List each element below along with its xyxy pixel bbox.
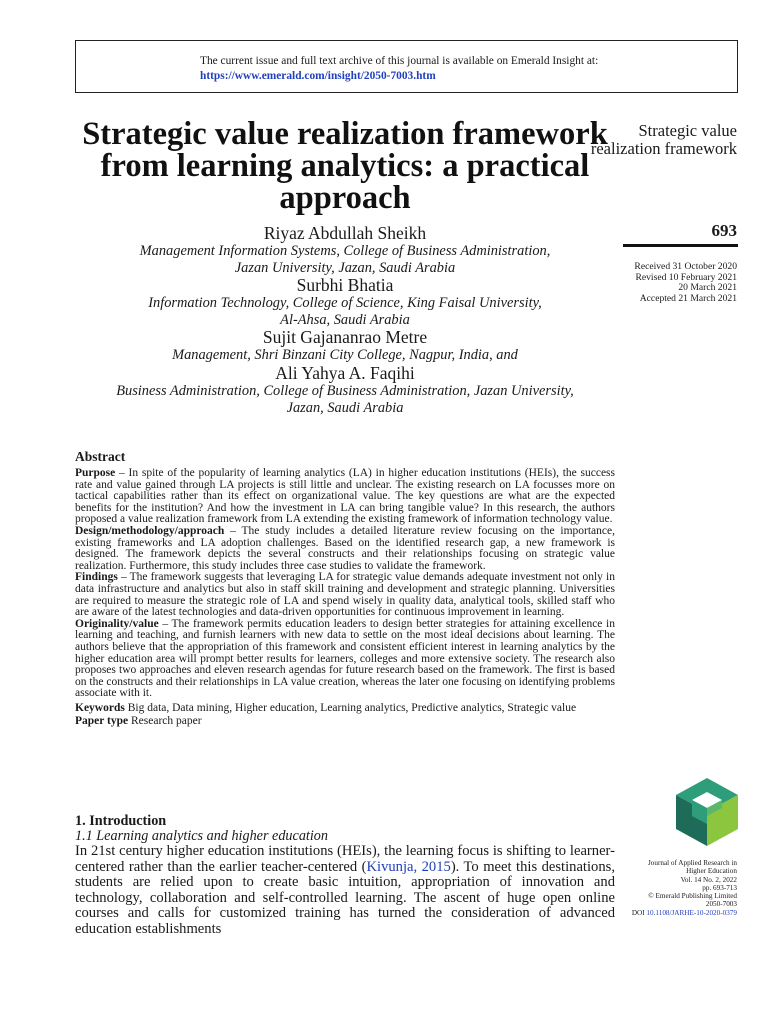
author-name: Ali Yahya A. Faqihi [275, 362, 415, 383]
author-name: Riyaz Abdullah Sheikh [263, 223, 427, 243]
publisher-logo-icon [676, 778, 738, 846]
purpose-text: – In spite of the popularity of learning analytics (LA) in higher education institutions (HEIs), the success rate and value gained through LA projects is still little and unclear. The existing research on LA focusses more on tactical capabilities rather than its effect on organizational value. The key questions are what are the expected benefits for the institution? And how the investment in LA can bring tangible value? In this research, the authors proposed a value realization framework from LA extending the existing framework of information technology value. [75, 467, 615, 526]
keywords-text: Big data, Data mining, Higher education, Learning analytics, Predictive analytics, Strategic value [124, 701, 577, 714]
paper-type-label: Paper type [75, 714, 129, 727]
revised-date-1: Revised 10 February 2021 [635, 271, 737, 283]
design-text: – The study includes a detailed literature review focusing on the importance, existing frameworks and LA adoption challenges. Based on the identified research gap, a new framework is designed. The framework depicts the several constructs and their relationships focusing on strategic value realization. Furthermore, this study includes three case studies to validate the framework. [75, 524, 615, 572]
intro-text: In 21st century higher education institutions (HEIs), the learning focus is shifting to learner-centered rather than the earlier teacher-centered ( [75, 843, 615, 875]
doi-line [587, 909, 737, 917]
author-affiliation: Management, Shri Binzani City College, Nagpur, India, and [172, 347, 518, 364]
abstract-heading: Abstract [75, 449, 126, 464]
design-label: Design/methodology/approach [75, 524, 225, 537]
author-affiliation: Jazan, Saudi Arabia [286, 399, 404, 416]
intro-text: ). To meet this destinations, students are relied upon to create basic intuition, appropriation of innovation and technology, collaboration and self-controlled learning. The ascent of huge open online courses and calls for customized training has turned the consideration of advanced education establishments [75, 858, 615, 937]
issn: 2050-7003 [705, 900, 737, 909]
journal-info [587, 859, 737, 917]
running-title: Strategic value realization framework [590, 121, 737, 158]
accepted-date: Accepted 21 March 2021 [639, 292, 737, 304]
author-affiliation: Al-Ahsa, Saudi Arabia [280, 311, 410, 328]
article-title: Strategic value realization framework from learning analytics: a practical approach [82, 116, 608, 216]
originality-text: – The framework permits education leaders to design better strategies for attaining excellence in learning and teaching, and furnish learners with new data to settle on the most ideal decisions about learning. The authors believe that the appropriation of this framework and consistent efficient interest in learning analytics by the higher education area will prompt better results for learners, colleges and more extensive society. The research also proposes two approaches and eleven research agendas for future research based on the framework. The first is based on the constructs and their relationships in LA value creation, whereas the later one focusing on identifying problems associate with it. [75, 617, 615, 700]
doi-label: DOI [631, 908, 647, 917]
journal-volume: Vol. 14 No. 2, 2022 [680, 875, 737, 884]
findings-text: – The framework suggests that leveraging LA for strategic value demands adequate investment not only in data infrastructure and analytics but also in staff skill training and development and strategic planning. Universities are required to measure the strategic role of LA and spend wisely in quality data, analytical tools, skilled staff who are aware of the latest technologies and data-driven opportunities for continuous improvement in learning. [75, 571, 615, 619]
journal-name: Journal of Applied Research in [647, 859, 737, 867]
abstract-purpose [75, 468, 615, 526]
keywords-label: Keywords [75, 701, 125, 714]
journal-pages: pp. 693-713 [702, 883, 737, 892]
originality-label: Originality/value [75, 617, 159, 630]
intro-paragraph [75, 844, 615, 938]
subsection-heading: 1.1 Learning analytics and higher education [75, 828, 328, 844]
author-name: Surbhi Bhatia [296, 275, 394, 296]
keywords [75, 702, 615, 715]
author-list [75, 224, 615, 416]
author-affiliation: Management Information Systems, College of Business Administration, [139, 243, 551, 259]
author-affiliation: Business Administration, College of Business Administration, Jazan University, [116, 382, 574, 399]
author-name: Sujit Gajananrao Metre [262, 327, 428, 348]
purpose-label: Purpose [75, 467, 116, 479]
side-divider [623, 244, 738, 247]
author-affiliation: Jazan University, Jazan, Saudi Arabia [234, 259, 456, 276]
abstract-originality [75, 619, 615, 700]
abstract-findings [75, 572, 615, 618]
page-number: 693 [711, 221, 737, 240]
citation-link[interactable]: Kivunja, 2015 [366, 858, 451, 875]
archive-notice-text: The current issue and full text archive of this journal is available on Emerald Insight at: [200, 55, 599, 67]
author-affiliation: Information Technology, College of Science, King Faisal University, [148, 295, 542, 312]
abstract-section [75, 450, 615, 728]
journal-name: Higher Education [686, 867, 737, 876]
introduction-section [75, 813, 615, 938]
doi-link[interactable]: 10.1108/JARHE-10-2020-0379 [646, 908, 737, 917]
archive-notice-box [75, 40, 738, 93]
abstract-design [75, 526, 615, 572]
revised-date-2: 20 March 2021 [678, 282, 737, 294]
paper-type [75, 715, 615, 728]
section-heading: 1. Introduction [75, 813, 167, 829]
journal-archive-link[interactable]: https://www.emerald.com/insight/2050-7003.htm [200, 70, 436, 82]
publisher: © Emerald Publishing Limited [648, 892, 737, 901]
findings-label: Findings [75, 571, 118, 584]
paper-type-text: Research paper [128, 714, 202, 727]
received-date: Received 31 October 2020 [634, 261, 737, 272]
